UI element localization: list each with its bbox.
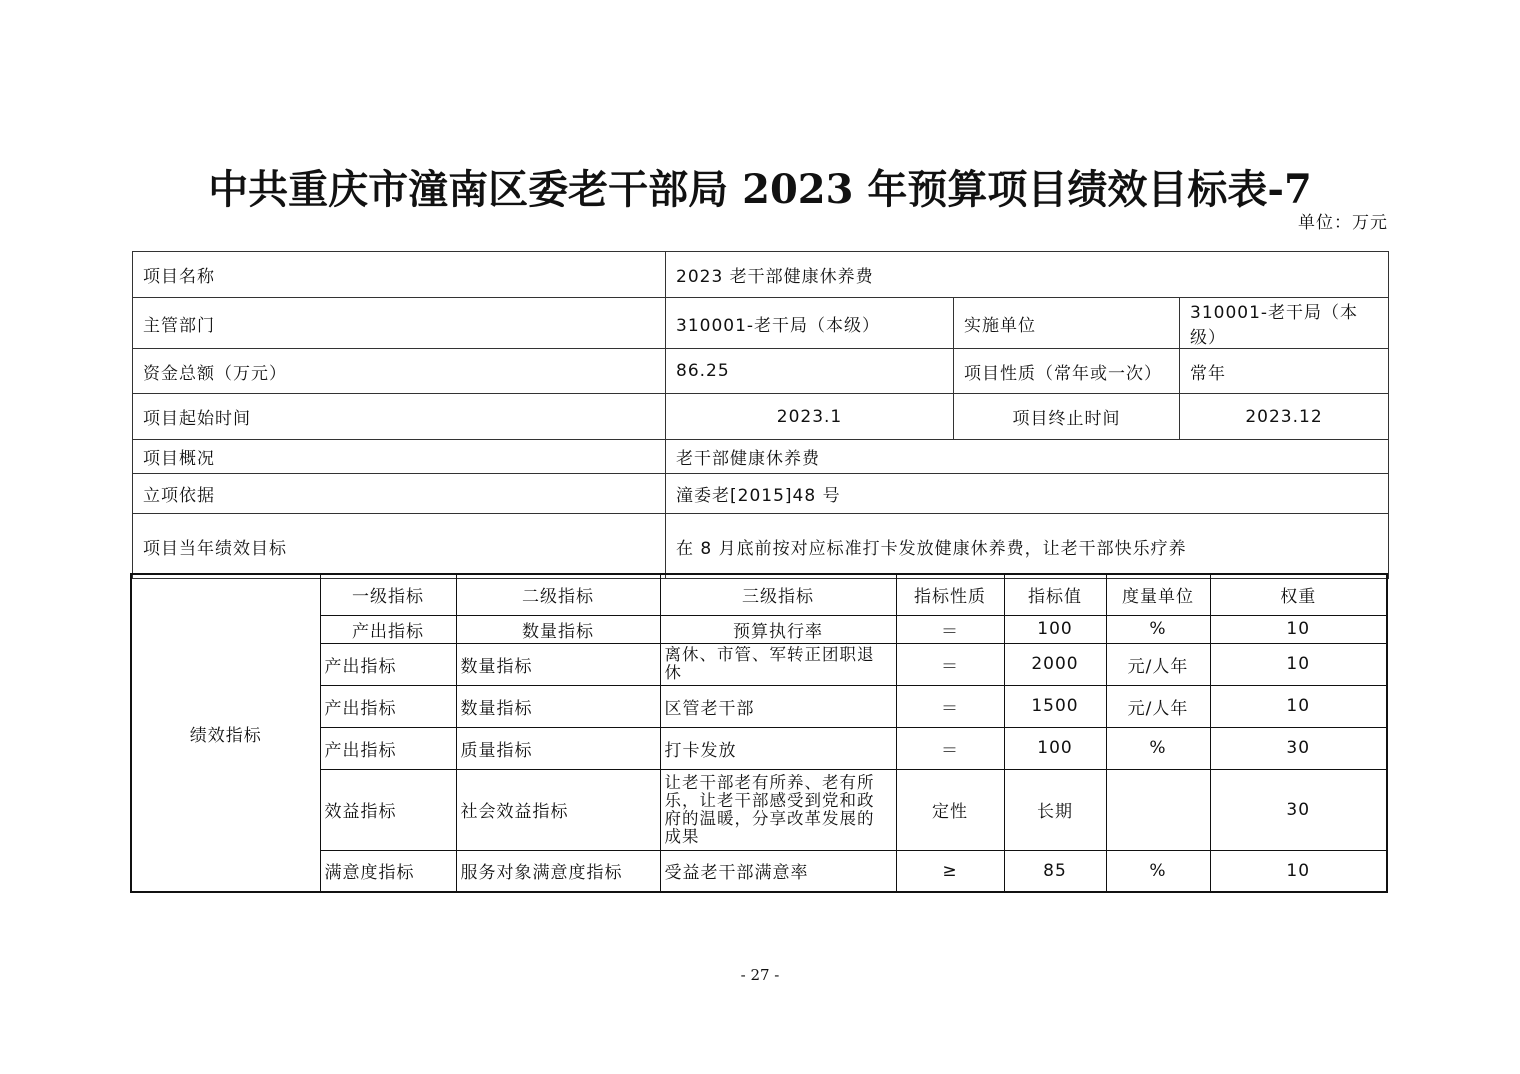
fund-label: 资金总额（万元） — [133, 349, 666, 394]
cell-value: 1500 — [1004, 685, 1106, 727]
header-level1: 一级指标 — [320, 574, 456, 615]
cell-level2: 社会效益指标 — [456, 769, 660, 850]
start-value: 2023.1 — [666, 394, 954, 440]
cell-weight: 30 — [1210, 727, 1387, 769]
goal-value: 在 8 月底前按对应标准打卡发放健康休养费，让老干部快乐疗养 — [666, 514, 1389, 579]
row-period — [133, 394, 1389, 440]
page-title: 中共重庆市潼南区委老干部局 2023 年预算项目绩效目标表-7 — [208, 166, 1312, 213]
cell-value: 100 — [1004, 615, 1106, 643]
cell-level3: 区管老干部 — [660, 685, 896, 727]
cell-unit: % — [1106, 727, 1210, 769]
cell-unit: % — [1106, 850, 1210, 892]
cell-weight: 10 — [1210, 615, 1387, 643]
cell-nature: ＝ — [896, 685, 1004, 727]
cell-value: 2000 — [1004, 643, 1106, 685]
cell-nature: ＝ — [896, 643, 1004, 685]
cell-nature: 定性 — [896, 769, 1004, 850]
performance-section-label: 绩效指标 — [131, 574, 320, 892]
cell-level2: 数量指标 — [456, 643, 660, 685]
cell-level1: 产出指标 — [320, 685, 456, 727]
cell-level3: 让老干部老有所养、老有所乐，让老干部感受到党和政府的温暖，分享改革发展的成果 — [660, 769, 896, 850]
fund-value: 86.25 — [666, 349, 954, 394]
cell-nature: ≥ — [896, 850, 1004, 892]
cell-nature: ＝ — [896, 615, 1004, 643]
row-overview — [133, 440, 1389, 474]
cell-value: 100 — [1004, 727, 1106, 769]
overview-label: 项目概况 — [133, 440, 666, 474]
cell-weight: 10 — [1210, 850, 1387, 892]
header-value: 指标值 — [1004, 574, 1106, 615]
cell-level2: 质量指标 — [456, 727, 660, 769]
cell-value: 85 — [1004, 850, 1106, 892]
overview-value: 老干部健康休养费 — [666, 440, 1389, 474]
dept-label: 主管部门 — [133, 298, 666, 349]
cell-level1: 满意度指标 — [320, 850, 456, 892]
cell-level3: 打卡发放 — [660, 727, 896, 769]
cell-unit: 元/人年 — [1106, 643, 1210, 685]
basis-value: 潼委老[2015]48 号 — [666, 474, 1389, 514]
unit-label: 单位：万元 — [1298, 213, 1388, 233]
header-level3: 三级指标 — [660, 574, 896, 615]
cell-nature: ＝ — [896, 727, 1004, 769]
table-row — [131, 685, 1387, 727]
cell-unit: % — [1106, 615, 1210, 643]
cell-weight: 10 — [1210, 643, 1387, 685]
table-row — [131, 643, 1387, 685]
row-fund — [133, 349, 1389, 394]
cell-level1: 产出指标 — [320, 727, 456, 769]
table-header-row — [131, 574, 1387, 615]
table-row — [131, 727, 1387, 769]
cell-value: 长期 — [1004, 769, 1106, 850]
row-project-name — [133, 252, 1389, 298]
cell-level2: 数量指标 — [456, 615, 660, 643]
cell-level3: 受益老干部满意率 — [660, 850, 896, 892]
table-row — [131, 615, 1387, 643]
header-unit: 度量单位 — [1106, 574, 1210, 615]
impl-label: 实施单位 — [954, 298, 1180, 349]
row-basis — [133, 474, 1389, 514]
table-row — [131, 850, 1387, 892]
end-value: 2023.12 — [1180, 394, 1389, 440]
nature-value: 常年 — [1180, 349, 1389, 394]
cell-level3: 预算执行率 — [660, 615, 896, 643]
cell-level2: 服务对象满意度指标 — [456, 850, 660, 892]
impl-value: 310001-老干局（本级） — [1180, 298, 1389, 349]
project-info-table — [132, 251, 1389, 579]
header-nature: 指标性质 — [896, 574, 1004, 615]
project-name-label: 项目名称 — [133, 252, 666, 298]
row-goal — [133, 514, 1389, 579]
cell-level1: 产出指标 — [320, 615, 456, 643]
end-label: 项目终止时间 — [954, 394, 1180, 440]
goal-label: 项目当年绩效目标 — [133, 514, 666, 579]
basis-label: 立项依据 — [133, 474, 666, 514]
page-number: - 27 - — [740, 966, 780, 984]
project-name-value: 2023 老干部健康休养费 — [666, 252, 1389, 298]
cell-level1: 效益指标 — [320, 769, 456, 850]
cell-weight: 10 — [1210, 685, 1387, 727]
cell-level1: 产出指标 — [320, 643, 456, 685]
row-department — [133, 298, 1389, 349]
cell-level2: 数量指标 — [456, 685, 660, 727]
cell-weight: 30 — [1210, 769, 1387, 850]
cell-level3: 离休、市管、军转正团职退休 — [660, 643, 896, 685]
performance-table — [130, 573, 1388, 893]
start-label: 项目起始时间 — [133, 394, 666, 440]
table-row — [131, 769, 1387, 850]
cell-unit: 元/人年 — [1106, 685, 1210, 727]
header-level2: 二级指标 — [456, 574, 660, 615]
cell-unit — [1106, 769, 1210, 850]
nature-label: 项目性质（常年或一次） — [954, 349, 1180, 394]
dept-value: 310001-老干局（本级） — [666, 298, 954, 349]
header-weight: 权重 — [1210, 574, 1387, 615]
